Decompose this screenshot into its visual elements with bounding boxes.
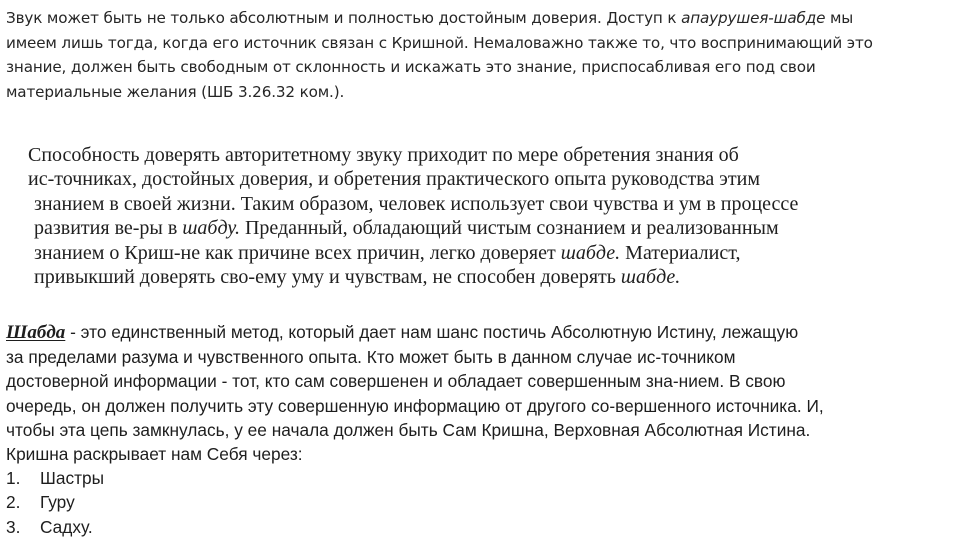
faith-line-1: Способность доверять авторитетному звуку приходит по мере обретения знания об	[28, 144, 739, 166]
faith-line-2: ис-точниках, достойных доверия, и обретения практического опыта руководства этим	[28, 168, 760, 191]
intro-line-2: имеем лишь тогда, когда его источник связан с Кришной. Немаловажно также то, что воспринимающий это	[6, 33, 873, 52]
shabda-paragraph	[6, 320, 956, 539]
term-shabda: Шабда	[6, 322, 66, 343]
shabda-line-2: за пределами разума и чувственного опыта. Кто может быть в данном случае ис-точником	[6, 347, 736, 368]
shabda-line-5: чтобы эта цепь замкнулась, у ее начала должен быть Сам Кришна, Верховная Абсолютная Истина.	[6, 419, 811, 440]
sources-list	[6, 466, 956, 539]
shabda-line-4: очередь, он должен получить эту совершенную информацию от другого со-вершенного источника. И,	[6, 395, 824, 416]
list-item: 1. Шастры	[6, 468, 105, 489]
faith-line-3: знанием в своей жизни. Таким образом, человек использует свои чувства и ум в процессе	[34, 192, 799, 215]
shabda-line-6: Кришна раскрывает нам Себя через:	[6, 444, 303, 465]
intro-paragraph	[6, 6, 954, 104]
list-item: 2. Гуру	[6, 492, 75, 513]
intro-line-3: знание, должен быть свободным от склонность и искажать это знание, приспосабливая его под свои	[6, 58, 816, 77]
shabda-line-3: достоверной информации - тот, кто сам совершенен и обладает совершенным зна-нием. В свою	[6, 371, 786, 392]
faith-paragraph	[28, 143, 958, 289]
list-item: 3. Садху.	[6, 516, 93, 537]
intro-line-1: Звук может быть не только абсолютным и полностью достойным доверия. Доступ к апаурушея-шабде мы	[6, 9, 854, 27]
shabda-line-1: Шабда - это единственный метод, который дает нам шанс постичь Абсолютную Истину, лежащую	[6, 322, 799, 343]
intro-line-4: материальные желания (ШБ 3.26.32 ком.).	[6, 82, 345, 101]
faith-line-6: привыкший доверять сво-ему уму и чувствам, не способен доверять шабде.	[34, 266, 681, 289]
term-apaurusheya-shabda: апаурушея-шабде	[681, 9, 826, 27]
faith-line-4: развития ве-ры в шабду. Преданный, обладающий чистым сознанием и реализованным	[34, 217, 779, 240]
faith-line-5: знанием о Криш-не как причине всех причин, легко доверяет шабде. Материалист,	[34, 241, 741, 264]
